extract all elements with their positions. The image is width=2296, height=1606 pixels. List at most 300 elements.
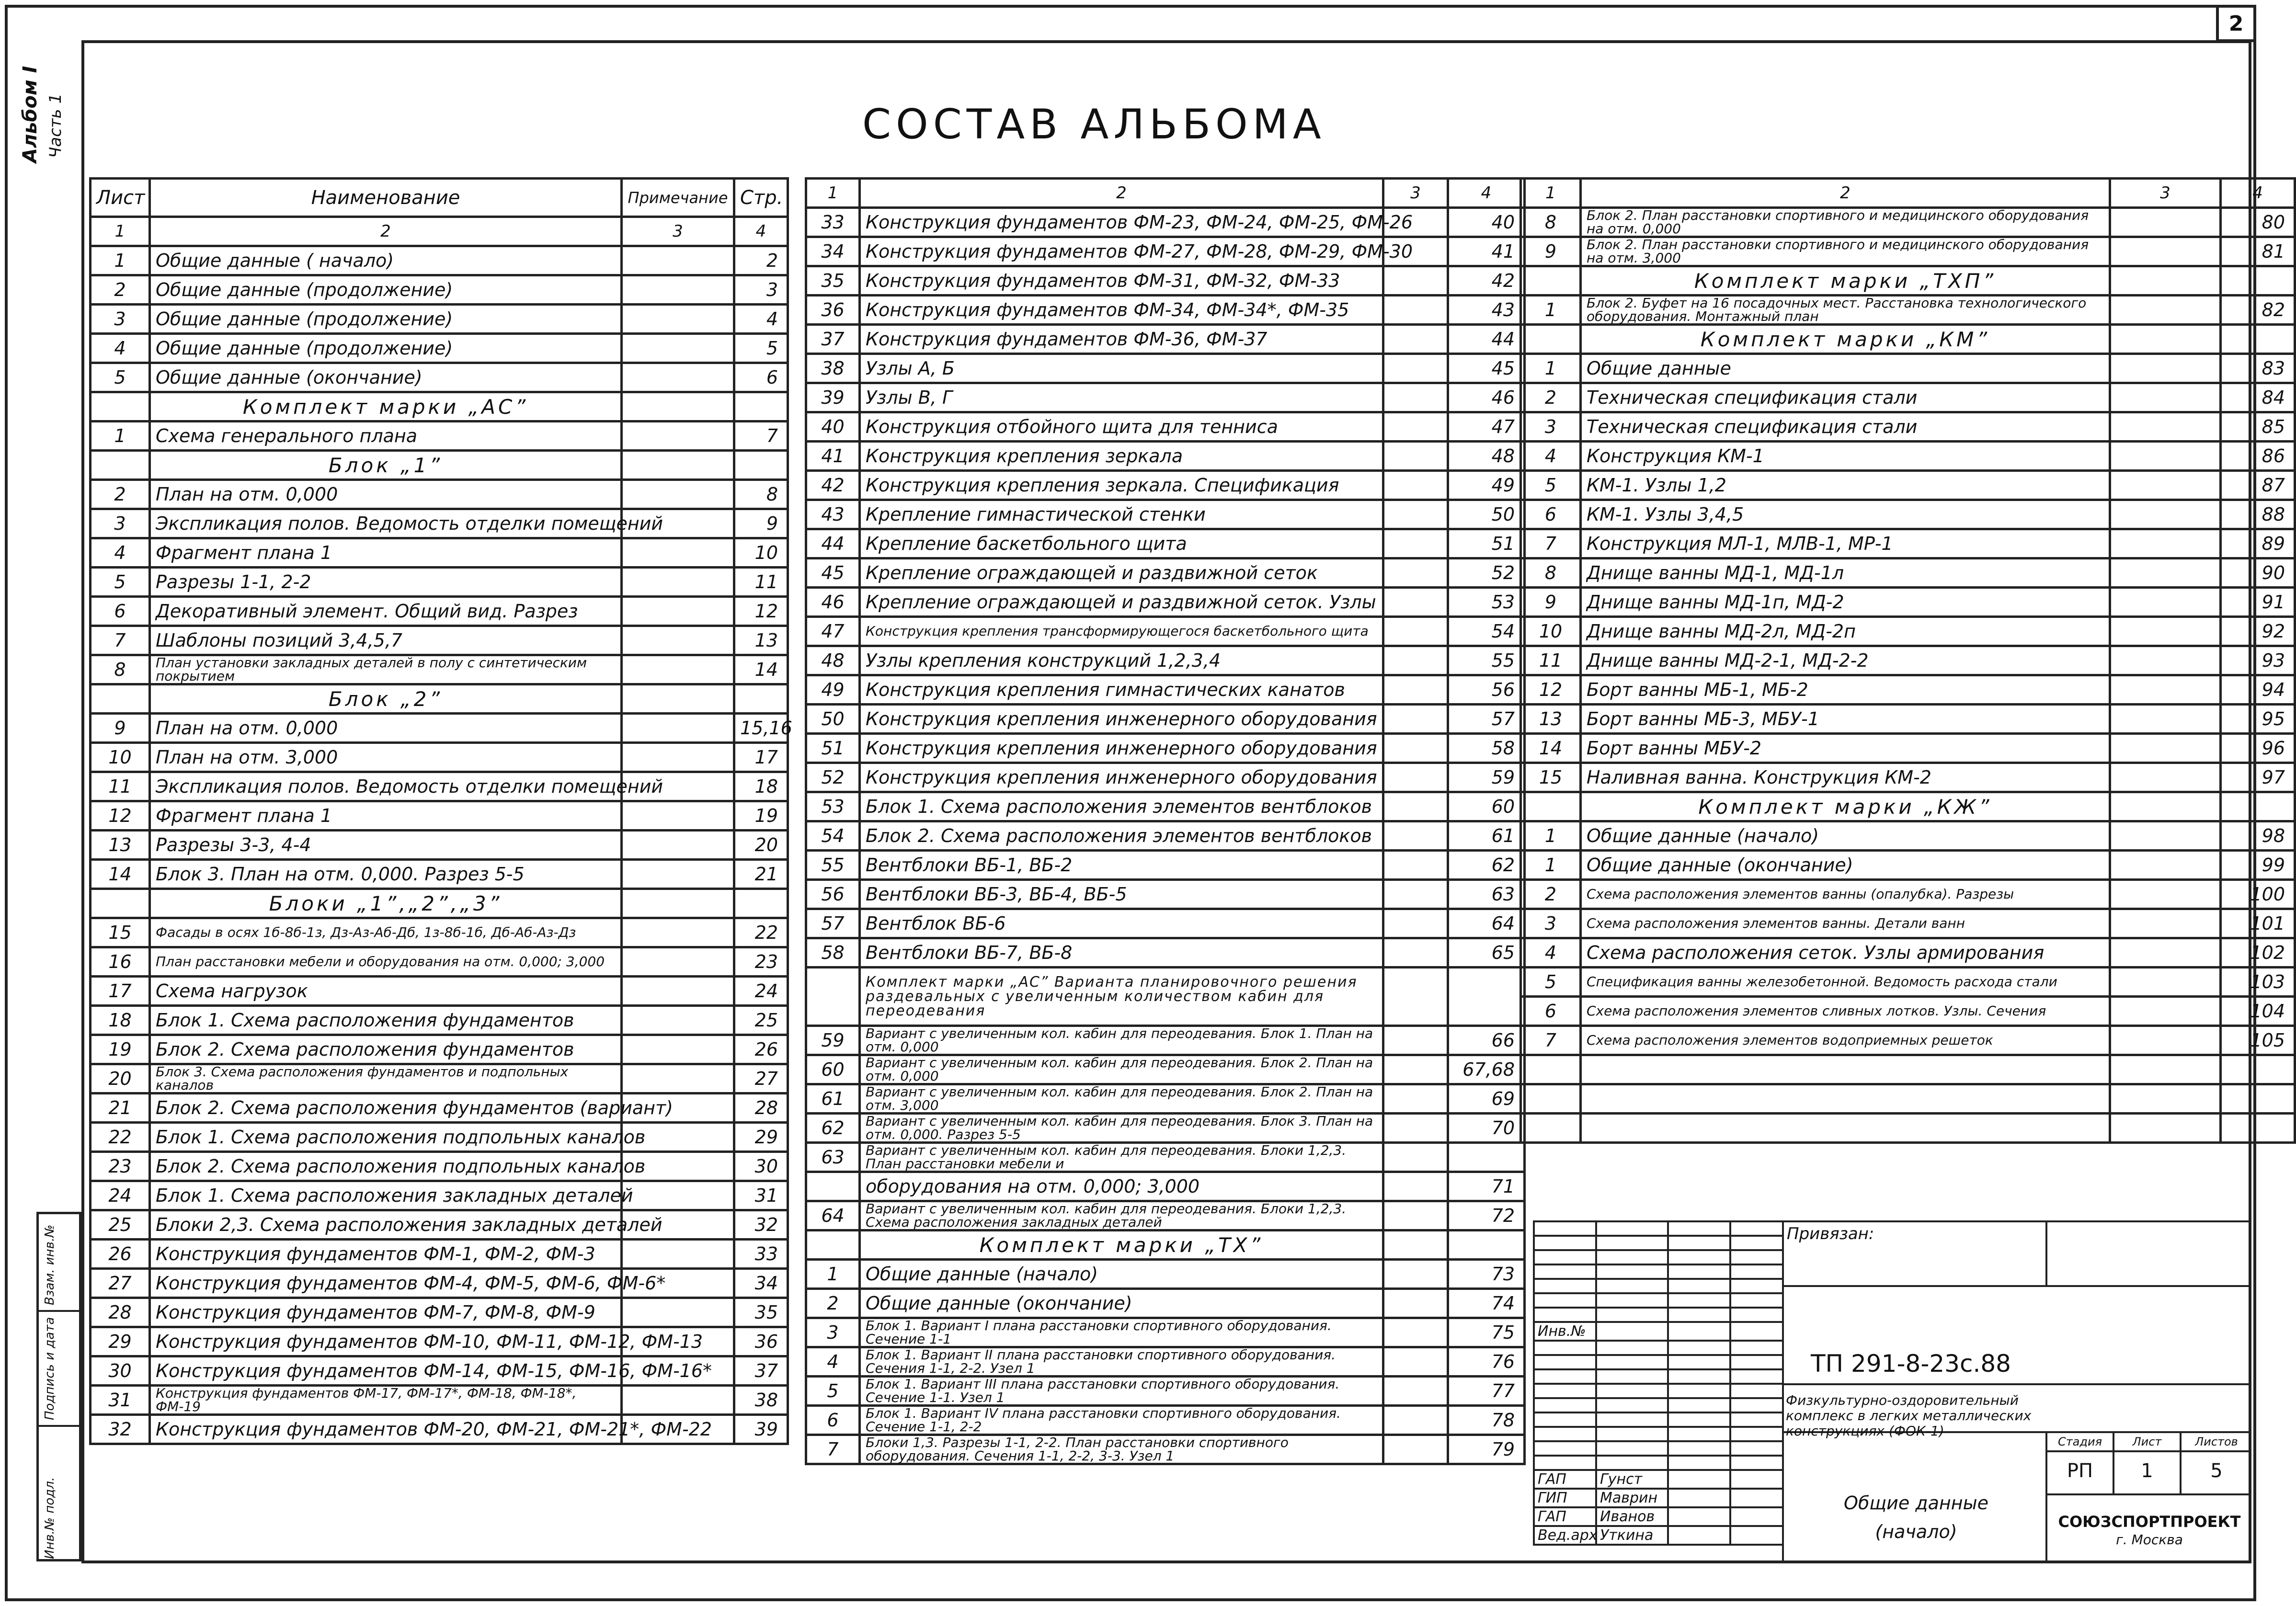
page-cell: 66 — [1448, 1026, 1525, 1055]
sheet-number: 14 — [91, 860, 150, 889]
sheet-number — [1521, 1114, 1581, 1143]
sheet-name: Крепление ограждающей и раздвижной сеток. Узлы — [860, 588, 1383, 617]
blank-cell — [622, 392, 734, 421]
table-row — [1521, 296, 2295, 325]
blank-cell — [622, 451, 734, 480]
page-cell: 70 — [1448, 1114, 1525, 1143]
sheet-name: Экспликация полов. Ведомость отделки помещений — [150, 772, 622, 801]
page-cell: 47 — [1448, 412, 1525, 442]
note-cell — [1383, 296, 1448, 325]
table-row — [91, 889, 788, 918]
page-cell: 65 — [1448, 938, 1525, 968]
sheet-name: Конструкция фундаментов ФМ-36, ФМ-37 — [860, 325, 1383, 354]
page-cell: 15,16 — [734, 714, 788, 743]
sheet-number: 29 — [91, 1327, 150, 1356]
sheet-number: 4 — [91, 334, 150, 363]
table-row — [806, 909, 1525, 938]
sheet-number: 14 — [1521, 734, 1581, 763]
note-cell — [2110, 588, 2221, 617]
page-cell: 21 — [734, 860, 788, 889]
table-row — [806, 1201, 1525, 1230]
table-row — [806, 880, 1525, 909]
note-cell — [622, 743, 734, 772]
note-cell — [2110, 1055, 2221, 1084]
table-row — [1521, 646, 2295, 675]
page-number: 2 — [2216, 8, 2253, 42]
sheet-number: 57 — [806, 909, 860, 938]
name-2: Маврин — [1596, 1489, 1668, 1507]
note-cell — [1383, 1347, 1448, 1377]
sheet-number: 7 — [1521, 1026, 1581, 1055]
sheet-number: 7 — [806, 1435, 860, 1464]
page-cell: 102 — [2221, 938, 2295, 968]
page-cell: 9 — [734, 509, 788, 538]
sheet-number: 7 — [91, 626, 150, 655]
note-cell — [1383, 1143, 1448, 1172]
note-cell — [2110, 1114, 2221, 1143]
sheet-name: Общие данные (окончание) — [860, 1289, 1383, 1318]
sheet-number: 45 — [806, 558, 860, 588]
sheet-name: Блок 2. Буфет на 16 посадочных мест. Расстановка технологического оборудования. Монтажный план — [1581, 296, 2110, 325]
page-cell: 7 — [734, 421, 788, 451]
sheet-number: 2 — [1521, 880, 1581, 909]
sheet-number: 11 — [1521, 646, 1581, 675]
note-cell — [1383, 1201, 1448, 1230]
table-row — [91, 1181, 788, 1210]
sheet-name: Блок 3. План на отм. 0,000. Разрез 5-5 — [150, 860, 622, 889]
table-row — [806, 588, 1525, 617]
sheet-name: Узлы А, Б — [860, 354, 1383, 383]
table-row — [1521, 909, 2295, 938]
sheet-name: Шаблоны позиций 3,4,5,7 — [150, 626, 622, 655]
page-cell: 57 — [1448, 705, 1525, 734]
sheet-number: 20 — [91, 1064, 150, 1093]
note-cell — [1383, 851, 1448, 880]
sheet-number: 35 — [806, 266, 860, 296]
section-heading: Блоки „1”,„2”,„3” — [150, 889, 622, 918]
page-cell: 38 — [734, 1386, 788, 1415]
table-row — [91, 714, 788, 743]
section-heading: Блок „2” — [150, 684, 622, 714]
page-cell: 87 — [2221, 471, 2295, 500]
part-label: Часть 1 — [46, 93, 65, 158]
sheet-name: Конструкция фундаментов ФМ-4, ФМ-5, ФМ-6, ФМ-6* — [150, 1269, 622, 1298]
column-number-cell: 2 — [860, 179, 1383, 208]
table-row — [806, 237, 1525, 266]
sheet-number: 33 — [806, 208, 860, 237]
role-2: ГИП — [1534, 1489, 1596, 1507]
table-row — [1521, 763, 2295, 792]
sheet-name: Общие данные (окончание) — [1581, 851, 2110, 880]
sheet-number: 5 — [806, 1377, 860, 1406]
sheet-name: Вариант с увеличенным кол. кабин для переодевания. Блок 2. План на отм. 3,000 — [860, 1084, 1383, 1114]
table-row — [1521, 1026, 2295, 1055]
table-row — [1521, 675, 2295, 705]
table-row — [806, 412, 1525, 442]
blank-cell — [2110, 792, 2221, 821]
sheet-name: Конструкция фундаментов ФМ-34, ФМ-34*, ФМ-35 — [860, 296, 1383, 325]
note-cell — [2110, 354, 2221, 383]
sheet-number: 8 — [1521, 558, 1581, 588]
table-row — [806, 1172, 1525, 1201]
note-cell — [622, 714, 734, 743]
sheet-number: 46 — [806, 588, 860, 617]
table-row — [91, 480, 788, 509]
page-cell: 82 — [2221, 296, 2295, 325]
note-cell — [622, 538, 734, 568]
sheet-name: Конструкция крепления гимнастических канатов — [860, 675, 1383, 705]
table-row — [806, 529, 1525, 558]
note-cell — [1383, 792, 1448, 821]
sheet-number: 15 — [1521, 763, 1581, 792]
page-cell: 53 — [1448, 588, 1525, 617]
sheet-name: Общие данные ( начало) — [150, 246, 622, 275]
table-row — [91, 1152, 788, 1181]
table-row — [806, 1318, 1525, 1347]
sheet-number: 54 — [806, 821, 860, 851]
stage-header: Стадия — [2057, 1435, 2102, 1448]
page-cell: 44 — [1448, 325, 1525, 354]
blank-cell — [2221, 792, 2295, 821]
sheet-number: 23 — [91, 1152, 150, 1181]
header-cell: Наименование — [150, 179, 622, 217]
note-cell — [2110, 646, 2221, 675]
sheet-number: 6 — [806, 1406, 860, 1435]
sheet-number: 9 — [1521, 237, 1581, 266]
table-row — [91, 918, 788, 947]
blank-cell — [622, 684, 734, 714]
table-row — [91, 334, 788, 363]
sheet-name — [1581, 1114, 2110, 1143]
note-cell — [2110, 880, 2221, 909]
section-heading: Комплект марки „КМ” — [1581, 325, 2110, 354]
table-row — [806, 1143, 1525, 1172]
table-row — [806, 851, 1525, 880]
page-cell: 91 — [2221, 588, 2295, 617]
sheet-name: Конструкция фундаментов ФМ-7, ФМ-8, ФМ-9 — [150, 1298, 622, 1327]
page-cell: 14 — [734, 655, 788, 684]
page-cell: 5 — [734, 334, 788, 363]
blank-cell — [1521, 325, 1581, 354]
sheet-number: 32 — [91, 1415, 150, 1444]
sheet-number: 10 — [1521, 617, 1581, 646]
page-cell: 64 — [1448, 909, 1525, 938]
stage-value: РП — [2067, 1460, 2093, 1482]
page-cell: 96 — [2221, 734, 2295, 763]
note-cell — [622, 246, 734, 275]
note-cell — [622, 626, 734, 655]
sheet-name: Схема генерального плана — [150, 421, 622, 451]
note-cell — [1383, 558, 1448, 588]
inv-label: Инв.№ — [1534, 1322, 1596, 1341]
page-cell: 95 — [2221, 705, 2295, 734]
page-cell: 88 — [2221, 500, 2295, 529]
page-cell: 13 — [734, 626, 788, 655]
sheet-number: 44 — [806, 529, 860, 558]
name-1: Гунст — [1596, 1470, 1668, 1489]
note-cell — [622, 1240, 734, 1269]
page-cell: 67,68 — [1448, 1055, 1525, 1084]
page-cell: 100 — [2221, 880, 2295, 909]
blank-cell — [91, 392, 150, 421]
sheet-name: Вариант с увеличенным кол. кабин для переодевания. Блок 3. План на отм. 0,000. Разрез 5-5 — [860, 1114, 1383, 1143]
column-number-cell: 2 — [1581, 179, 2110, 208]
sheet-number: 5 — [1521, 968, 1581, 997]
note-cell — [2110, 821, 2221, 851]
note-cell — [2110, 296, 2221, 325]
blank-cell — [1383, 1230, 1448, 1260]
note-cell — [2110, 705, 2221, 734]
sheet-name: Схема расположения элементов водоприемных решеток — [1581, 1026, 2110, 1055]
section-heading: Блок „1” — [150, 451, 622, 480]
sheet-name: План расстановки мебели и оборудования на отм. 0,000; 3,000 — [150, 947, 622, 977]
table-row — [1521, 705, 2295, 734]
note-cell — [622, 655, 734, 684]
sheet-name: Днище ванны МД-1п, МД-2 — [1581, 588, 2110, 617]
sheet-name: Блок 1. Вариант IV плана расстановки спортивного оборудования. Сечение 1-1, 2-2 — [860, 1406, 1383, 1435]
note-cell — [1383, 529, 1448, 558]
sheet-name: Конструкция крепления инженерного оборудования — [860, 734, 1383, 763]
page-cell: 45 — [1448, 354, 1525, 383]
sheet-number: 5 — [91, 568, 150, 597]
sheet-name: Крепление гимнастической стенки — [860, 500, 1383, 529]
table-row — [806, 1289, 1525, 1318]
note-cell — [2110, 675, 2221, 705]
blank-cell — [91, 451, 150, 480]
sheet-number: 4 — [91, 538, 150, 568]
table-row — [91, 509, 788, 538]
note-cell — [622, 480, 734, 509]
table-row — [1521, 734, 2295, 763]
note-cell — [622, 801, 734, 831]
sheet-number: 3 — [91, 305, 150, 334]
page-cell: 43 — [1448, 296, 1525, 325]
sheet-name: Схема расположения элементов сливных лотков. Узлы. Сечения — [1581, 997, 2110, 1026]
table-row — [806, 208, 1525, 237]
table-row — [1521, 1084, 2295, 1114]
sheet-number: 59 — [806, 1026, 860, 1055]
page-cell: 18 — [734, 772, 788, 801]
sheet-name: Днище ванны МД-2л, МД-2п — [1581, 617, 2110, 646]
table-row — [91, 1210, 788, 1240]
note-cell — [1383, 266, 1448, 296]
table-row — [91, 977, 788, 1006]
note-cell — [1383, 471, 1448, 500]
sheet-name: Конструкция крепления зеркала — [860, 442, 1383, 471]
page-cell: 85 — [2221, 412, 2295, 442]
note-cell — [1383, 354, 1448, 383]
note-cell — [622, 568, 734, 597]
sheet-name: Общие данные (начало) — [860, 1260, 1383, 1289]
page-cell: 32 — [734, 1210, 788, 1240]
table-row — [806, 1084, 1525, 1114]
blank-cell — [1521, 266, 1581, 296]
sheet-name: Блок 2. План расстановки спортивного и медицинского оборудования на отм. 3,000 — [1581, 237, 2110, 266]
note-cell — [622, 947, 734, 977]
section-heading: Комплект марки „ТХ” — [860, 1230, 1383, 1260]
page-cell: 34 — [734, 1269, 788, 1298]
sheet-name: Экспликация полов. Ведомость отделки помещений — [150, 509, 622, 538]
sheet-name: Общие данные (продолжение) — [150, 305, 622, 334]
table-row — [91, 1093, 788, 1123]
note-cell — [2110, 734, 2221, 763]
sheet-name: Общие данные (продолжение) — [150, 275, 622, 305]
blank-cell — [806, 1230, 860, 1260]
sheet-name: Блоки 1,3. Разрезы 1-1, 2-2. План расстановки спортивного оборудования. Сечения 1-1, 2-2, 3-3. Узел 1 — [860, 1435, 1383, 1464]
privyazan-label: Привязан: — [1787, 1224, 1874, 1243]
sheet-number: 49 — [806, 675, 860, 705]
page-cell: 48 — [1448, 442, 1525, 471]
sheet-name: Декоративный элемент. Общий вид. Разрез — [150, 597, 622, 626]
note-cell — [2110, 208, 2221, 237]
note-cell — [622, 305, 734, 334]
sheet-name: Конструкция крепления инженерного оборудования — [860, 763, 1383, 792]
table-row — [806, 1230, 1525, 1260]
note-cell — [1383, 880, 1448, 909]
table-row — [806, 1055, 1525, 1084]
table-row — [91, 947, 788, 977]
sheet-name: Блок 2. Схема расположения подпольных каналов — [150, 1152, 622, 1181]
table-row — [1521, 1114, 2295, 1143]
sheet-number: 27 — [91, 1269, 150, 1298]
sheet-name: Днище ванны МД-2-1, МД-2-2 — [1581, 646, 2110, 675]
role-3: ГАП — [1534, 1507, 1596, 1526]
page-cell: 10 — [734, 538, 788, 568]
page-cell — [2221, 1055, 2295, 1084]
sheet-number: 8 — [1521, 208, 1581, 237]
sheet-number: 1 — [1521, 354, 1581, 383]
table-row — [91, 1123, 788, 1152]
sheet-name: Конструкция фундаментов ФМ-23, ФМ-24, ФМ-25, ФМ-26 — [860, 208, 1383, 237]
table-row — [806, 821, 1525, 851]
page-cell: 25 — [734, 1006, 788, 1035]
section-heading: Комплект марки „ТХП” — [1581, 266, 2110, 296]
note-cell — [622, 977, 734, 1006]
page-cell: 3 — [734, 275, 788, 305]
table-row — [1521, 938, 2295, 968]
table-row — [1521, 821, 2295, 851]
sheet-name: Борт ванны МБ-3, МБУ-1 — [1581, 705, 2110, 734]
table-row — [806, 442, 1525, 471]
table-row — [1521, 208, 2295, 237]
table-row — [1521, 968, 2295, 997]
note-cell — [1383, 1377, 1448, 1406]
sheet-name: Блок 2. Схема расположения фундаментов — [150, 1035, 622, 1064]
strip-label-2: Подпись и дата — [43, 1317, 57, 1420]
header-cell: Примечание — [622, 179, 734, 217]
sheet-name: Блок 1. Схема расположения подпольных каналов — [150, 1123, 622, 1152]
sheet-number: 1 — [91, 421, 150, 451]
sheet-number: 41 — [806, 442, 860, 471]
page-cell: 101 — [2221, 909, 2295, 938]
sheet-name: Днище ванны МД-1, МД-1л — [1581, 558, 2110, 588]
page-cell: 78 — [1448, 1406, 1525, 1435]
page-cell: 23 — [734, 947, 788, 977]
table-row — [1521, 558, 2295, 588]
sheet-name: Конструкция МЛ-1, МЛВ-1, МР-1 — [1581, 529, 2110, 558]
sheet-number: 13 — [1521, 705, 1581, 734]
sheet-number: 64 — [806, 1201, 860, 1230]
page-cell: 76 — [1448, 1347, 1525, 1377]
sheet-number: 9 — [91, 714, 150, 743]
table-row — [806, 1347, 1525, 1377]
sheet-number: 21 — [91, 1093, 150, 1123]
sheet-number: 6 — [91, 597, 150, 626]
page-cell: 37 — [734, 1356, 788, 1386]
table-row — [806, 968, 1525, 1026]
page-cell: 81 — [2221, 237, 2295, 266]
table-row — [806, 675, 1525, 705]
note-cell — [622, 597, 734, 626]
note-cell — [1383, 1026, 1448, 1055]
page-cell: 56 — [1448, 675, 1525, 705]
sheet-number: 8 — [91, 655, 150, 684]
page-cell — [2221, 1084, 2295, 1114]
page-cell: 55 — [1448, 646, 1525, 675]
page-cell: 75 — [1448, 1318, 1525, 1347]
sheet-name: Блок 3. Схема расположения фундаментов и подпольных каналов — [150, 1064, 622, 1093]
sheet-name: Вариант с увеличенным кол. кабин для переодевания. Блок 2. План на отм. 0,000 — [860, 1055, 1383, 1084]
sheet-name: Борт ванны МБУ-2 — [1581, 734, 2110, 763]
contents-table-1 — [89, 177, 792, 1445]
column-number-cell: 4 — [1448, 179, 1525, 208]
table-row — [91, 1386, 788, 1415]
sheet-number: 2 — [91, 480, 150, 509]
note-cell — [2110, 938, 2221, 968]
page-cell: 99 — [2221, 851, 2295, 880]
sheet-number: 6 — [1521, 997, 1581, 1026]
sheet-number: 4 — [806, 1347, 860, 1377]
sheet-number: 15 — [91, 918, 150, 947]
note-cell — [2110, 997, 2221, 1026]
note-cell — [1383, 1289, 1448, 1318]
sheet-name: Блок 2. Схема расположения элементов вентблоков — [860, 821, 1383, 851]
page-cell: 17 — [734, 743, 788, 772]
table-row — [91, 1356, 788, 1386]
sheet-name: Техническая спецификация стали — [1581, 383, 2110, 412]
note-cell — [2110, 412, 2221, 442]
page-cell: 72 — [1448, 1201, 1525, 1230]
sheets-value: 5 — [2210, 1460, 2223, 1482]
page-cell: 8 — [734, 480, 788, 509]
sheet-number: 12 — [1521, 675, 1581, 705]
note-cell — [622, 1298, 734, 1327]
column-number-cell: 1 — [91, 217, 150, 246]
sheet-number: 1 — [1521, 296, 1581, 325]
sheet-name: Спецификация ванны железобетонной. Ведомость расхода стали — [1581, 968, 2110, 997]
table-row — [91, 1298, 788, 1327]
blank-cell — [2110, 325, 2221, 354]
table-row — [806, 558, 1525, 588]
page-cell: 62 — [1448, 851, 1525, 880]
sheet-name: Блок 1. Вариант I плана расстановки спортивного оборудования. Сечение 1-1 — [860, 1318, 1383, 1347]
sheet-name: План на отм. 3,000 — [150, 743, 622, 772]
note-cell — [1383, 442, 1448, 471]
column-number-cell: 3 — [622, 217, 734, 246]
column-number-cell: 1 — [806, 179, 860, 208]
table-row — [806, 383, 1525, 412]
table-row — [806, 1377, 1525, 1406]
sheet-name: Конструкция крепления трансформирующегося баскетбольного щита — [860, 617, 1383, 646]
note-cell — [622, 918, 734, 947]
sheet-number: 1 — [806, 1260, 860, 1289]
column-number-cell: 2 — [150, 217, 622, 246]
page-cell: 28 — [734, 1093, 788, 1123]
sheet-number: 28 — [91, 1298, 150, 1327]
table-row — [806, 354, 1525, 383]
sheet-title: Общие данные (начало) — [1844, 1492, 1988, 1542]
page-cell: 26 — [734, 1035, 788, 1064]
